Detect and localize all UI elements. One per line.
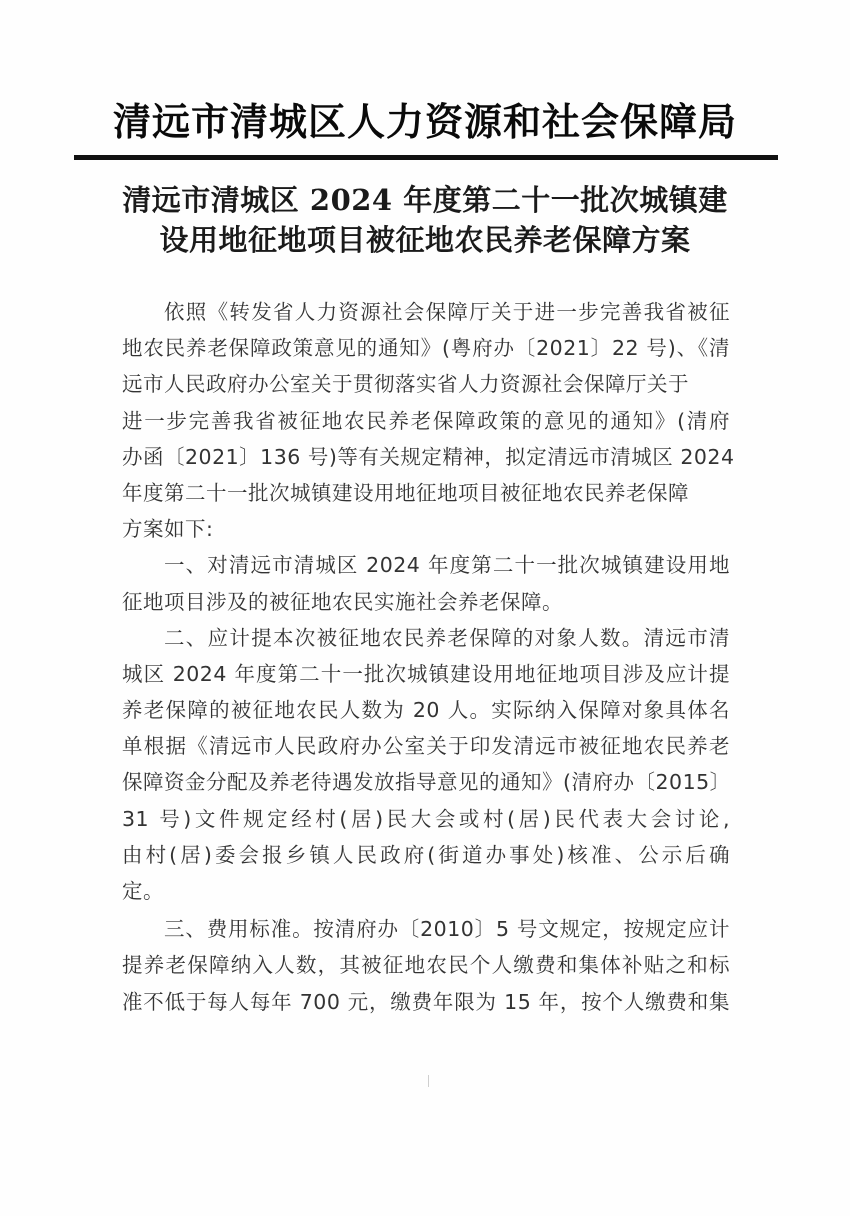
document-title [72,180,778,260]
paragraph-preamble [122,294,735,547]
text-line: 年度第二十一批次城镇建设用地征地项目被征地农民养老保障 [122,480,689,505]
document-title-line: 清远市清城区 2024 年度第二十一批次城镇建 [122,183,728,217]
text-line: 31 号)文件规定经村(居)民大会或村(居)民代表大会讨论, [122,806,730,831]
document-title-line: 设用地征地项目被征地农民养老保障方案 [159,223,691,257]
text-line: 征地项目涉及的被征地农民实施社会养老保障。 [122,589,563,614]
paragraph-section-2 [122,620,730,910]
text-line: 一、对清远市清城区 2024 年度第二十一批次城镇建设用地 [164,553,730,578]
text-line: 保障资金分配及养老待遇发放指导意见的通知》(清府办〔2015〕 [122,770,731,795]
header-divider-rule [74,155,778,160]
text-line: 养老保障的被征地农民人数为 20 人。实际纳入保障对象具体名 [122,698,730,723]
text-line: 进一步完善我省被征地农民养老保障政策的意见的通知》(清府 [122,408,730,433]
paragraph-section-1 [122,547,730,619]
text-line: 地农民养老保障政策意见的通知》(粤府办〔2021〕22 号)、《清 [122,336,730,361]
text-line: 方案如下: [122,517,214,542]
text-line: 城区 2024 年度第二十一批次城镇建设用地征地项目涉及应计提 [122,661,730,686]
text-line: 单根据《清远市人民政府办公室关于印发清远市被征地农民养老 [122,734,730,759]
scan-artifact-mark [428,1075,429,1087]
text-line: 办函〔2021〕136 号)等有关规定精神，拟定清远市清城区 2024 [122,444,735,469]
text-line: 定。 [122,879,164,903]
text-line: 远市人民政府办公室关于贯彻落实省人力资源社会保障厅关于 [122,372,689,397]
issuing-organization-header: 清远市清城区人力资源和社会保障局 [112,99,737,144]
text-line: 由村(居)委会报乡镇人民政府(街道办事处)核准、公示后确 [122,842,730,867]
text-line: 准不低于每人每年 700 元，缴费年限为 15 年，按个人缴费和集 [122,989,730,1014]
document-body [122,294,735,1020]
text-line: 三、费用标准。按清府办〔2010〕5 号文规定，按规定应计 [164,917,730,942]
paragraph-section-3 [122,911,730,1020]
text-line: 依照《转发省人力资源社会保障厅关于进一步完善我省被征 [164,300,730,324]
text-line: 二、应计提本次被征地农民养老保障的对象人数。清远市清 [164,625,730,650]
text-line: 提养老保障纳入人数，其被征地农民个人缴费和集体补贴之和标 [122,953,730,978]
